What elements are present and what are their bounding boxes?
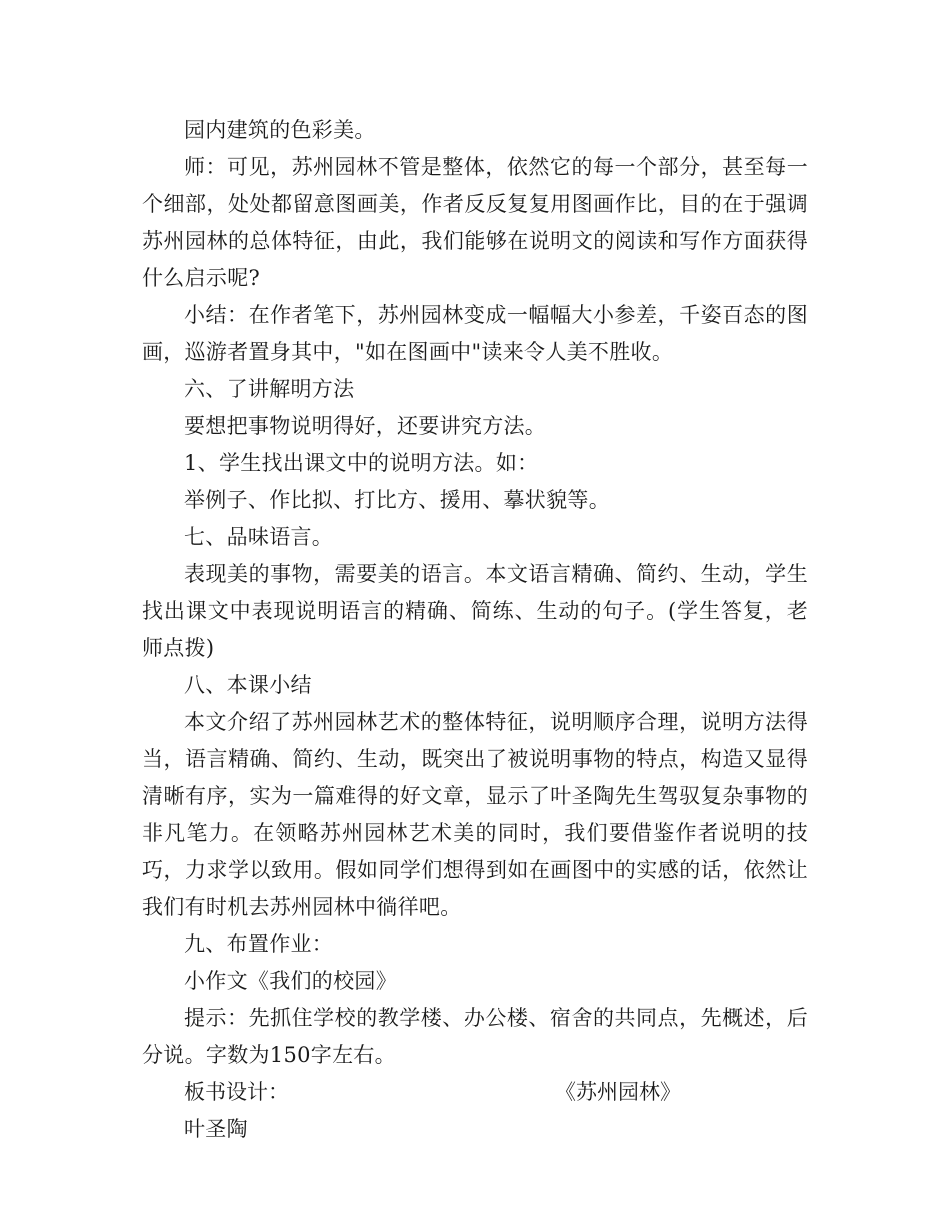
board-design-line <box>142 1074 808 1111</box>
paragraph-color-beauty: 园内建筑的色彩美。 <box>184 118 376 142</box>
paragraph-teacher-remark: 师：可见，苏州园林不管是整体，依然它的每一个部分，甚至每一个细部，处处都留意图画美，作者反反复复用图画作比，目的在于强调苏州园林的总体特征，由此，我们能够在说明文的阅读和写作方面获得什么启示呢? <box>142 155 808 290</box>
paragraph-methods-list: 举例子、作比拟、打比方、援用、摹状貌等。 <box>184 488 610 512</box>
board-design-author: 叶圣陶 <box>184 1117 248 1141</box>
paragraph-homework-title: 小作文《我们的校园》 <box>184 969 397 993</box>
board-design-label: 板书设计： <box>184 1080 289 1104</box>
paragraph-methods-intro: 要想把事物说明得好，还要讲究方法。 <box>184 414 547 438</box>
paragraph-homework-hint: 提示：先抓住学校的教学楼、办公楼、宿舍的共同点，先概述，后分说。字数为150字左右。 <box>142 1006 808 1067</box>
board-design-title: 《苏州园林》 <box>555 1080 681 1104</box>
document-body <box>142 112 808 1148</box>
paragraph-language: 表现美的事物，需要美的语言。本文语言精确、简约、生动，学生找出课文中表现说明语言的精确、简练、生动的句子。(学生答复，老师点拨) <box>142 562 808 660</box>
paragraph-lesson-summary: 本文介绍了苏州园林艺术的整体特征，说明顺序合理，说明方法得当，语言精确、简约、生动，既突出了被说明事物的特点，构造又显得清晰有序，实为一篇难得的好文章，显示了叶圣陶先生驾驭复杂事物的非凡笔力。在领略苏州园林艺术美的同时，我们要借鉴作者说明的技巧，力求学以致用。假如同学们想得到如在画图中的实感的话，依然让我们有时机去苏州园林中徜徉吧。 <box>142 710 808 919</box>
section-heading-lesson-summary: 八、本课小结 <box>184 673 312 697</box>
section-heading-homework: 九、布置作业： <box>184 932 334 956</box>
section-heading-methods: 六、了讲解明方法 <box>184 377 355 401</box>
section-heading-language: 七、品味语言。 <box>184 525 334 549</box>
paragraph-methods-task: 1、学生找出课文中的说明方法。如： <box>184 451 539 475</box>
paragraph-summary: 小结：在作者笔下，苏州园林变成一幅幅大小参差，千姿百态的图画，巡游者置身其中，"如在图画中"读来令人美不胜收。 <box>142 303 808 364</box>
